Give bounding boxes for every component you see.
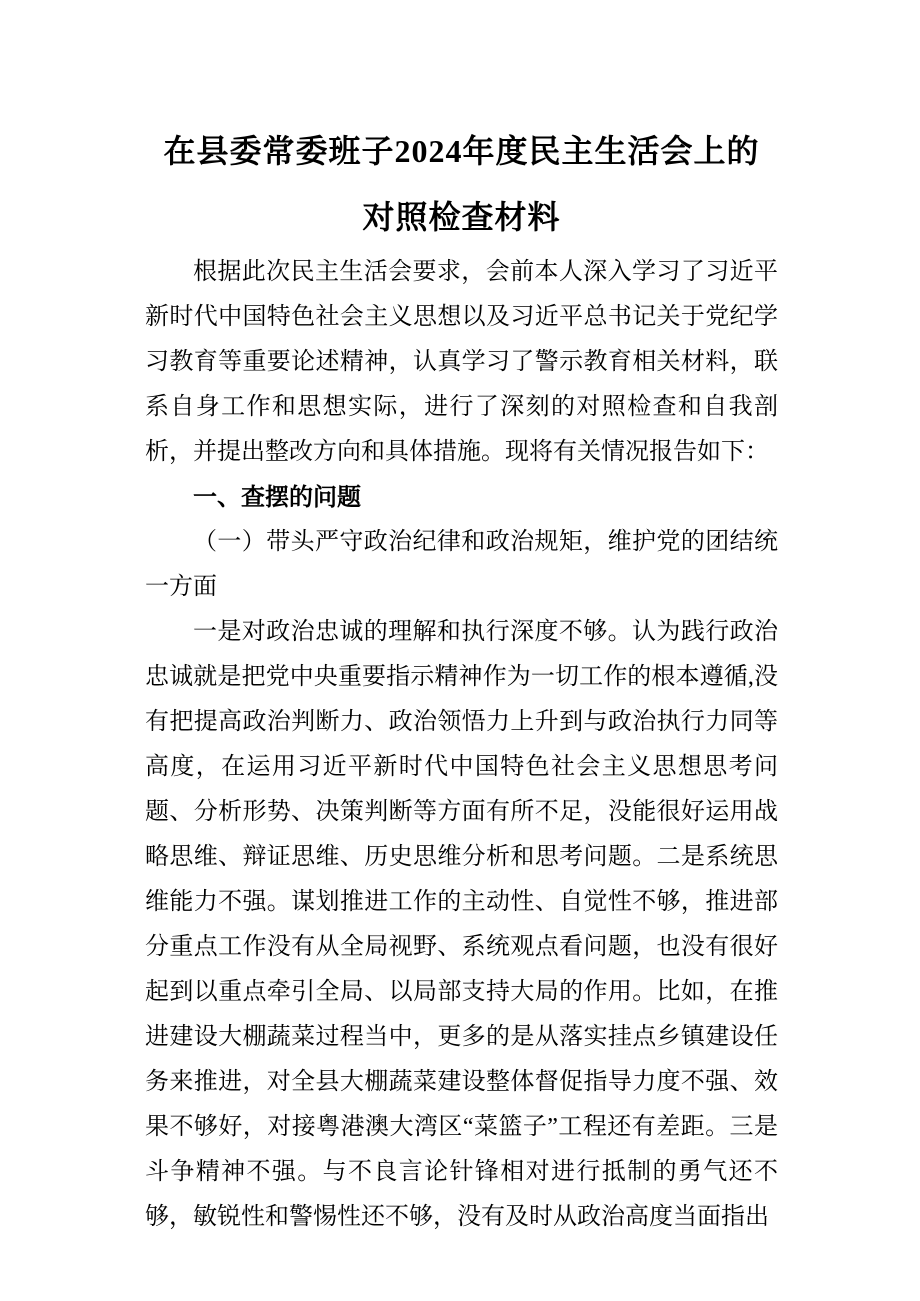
document-body bbox=[145, 250, 778, 1240]
document-title bbox=[145, 118, 778, 250]
subsection-heading: （一）带头严守政治纪律和政治规矩，维护党的团结统一方面 bbox=[145, 529, 778, 600]
document-title-line2: 对照检查材料 bbox=[362, 199, 561, 235]
intro-paragraph: 根据此次民主生活会要求，会前本人深入学习了习近平新时代中国特色社会主义思想以及习近平总书记关于党纪学习教育等重要论述精神，认真学习了警示教育相关材料，联系自身工作和思想实际，进行了深刻的对照检查和自我剖析，并提出整改方向和具体措施。现将有关情况报告如下： bbox=[145, 259, 778, 465]
document-title-line1: 在县委常委班子2024年度民主生活会上的 bbox=[163, 133, 760, 169]
body-paragraph: 一是对政治忠诚的理解和执行深度不够。认为践行政治忠诚就是把党中央重要指示精神作为一切工作的根本遵循,没有把提高政治判断力、政治领悟力上升到与政治执行力同等高度，在运用习近平新时代中国特色社会主义思想思考问题、分析形势、决策判断等方面有所不足，没能很好运用战略思维、辩证思维、历史思维分析和思考问题。二是系统思维能力不强。谋划推进工作的主动性、自觉性不够，推进部分重点工作没有从全局视野、系统观点看问题，也没有很好起到以重点牵引全局、以局部支持大局的作用。比如，在推进建设大棚蔬菜过程当中，更多的是从落实挂点乡镇建设任务来推进，对全县大棚蔬菜建设整体督促指导力度不强、效果不够好，对接粤港澳大湾区“菜篮子”工程还有差距。三是斗争精神不强。与不良言论针锋相对进行抵制的勇气还不够，敏锐性和警惕性还不够，没有及时从政治高度当面指出 bbox=[145, 619, 778, 1230]
section-heading: 一、查摆的问题 bbox=[193, 484, 361, 511]
